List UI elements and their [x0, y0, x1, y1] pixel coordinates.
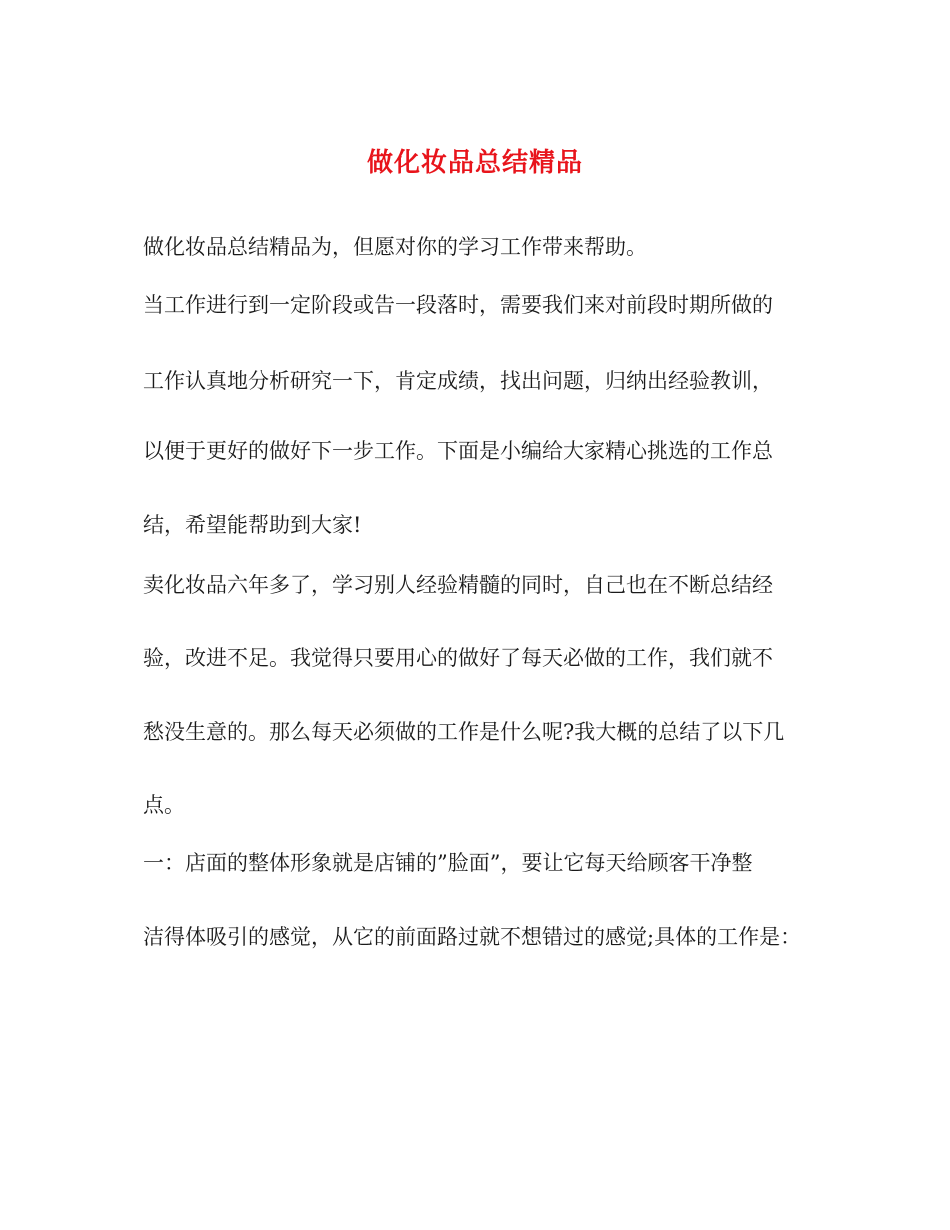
- document-title: 做化妆品总结精品: [366, 148, 583, 178]
- intro-line: 做化妆品总结精品为，但愿对你的学习工作带来帮助。: [143, 235, 647, 259]
- paragraph-line: 愁没生意的。那么每天必须做的工作是什么呢?我大概的总结了以下几: [143, 720, 785, 744]
- paragraph-line: 当工作进行到一定阶段或告一段落时，需要我们来对前段时期所做的: [143, 293, 773, 317]
- paragraph-line: 一：店面的整体形象就是店铺的”脸面”，要让它每天给顾客干净整: [143, 851, 753, 875]
- paragraph-line: 结，希望能帮助到大家!: [143, 513, 362, 537]
- paragraph-line: 点。: [143, 793, 185, 817]
- paragraph-line: 以便于更好的做好下一步工作。下面是小编给大家精心挑选的工作总: [143, 439, 773, 463]
- paragraph-line: 卖化妆品六年多了，学习别人经验精髓的同时，自己也在不断总结经: [143, 573, 773, 597]
- paragraph-line: 工作认真地分析研究一下，肯定成绩，找出问题，归纳出经验教训，: [143, 369, 773, 393]
- paragraph-line: 验，改进不足。我觉得只要用心的做好了每天必做的工作，我们就不: [143, 646, 773, 670]
- paragraph-line: 洁得体吸引的感觉，从它的前面路过就不想错过的感觉;具体的工作是：: [143, 925, 802, 949]
